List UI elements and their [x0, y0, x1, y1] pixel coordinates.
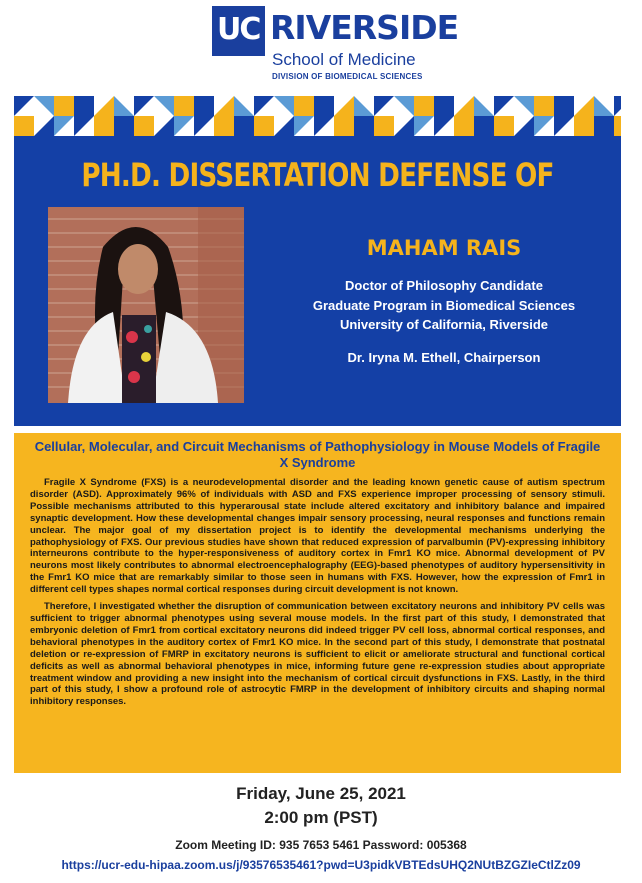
ucr-logo [212, 6, 459, 92]
candidate-degree: Doctor of Philosophy Candidate [345, 278, 543, 293]
abstract-body [30, 477, 605, 713]
candidate-university: University of California, Riverside [339, 317, 549, 332]
headline: PH.D. DISSERTATION DEFENSE OF [81, 156, 554, 194]
chairperson: Dr. Iryna M. Ethell, Chairperson [347, 350, 541, 365]
candidate-panel [14, 136, 621, 426]
logo-division: DIVISION OF BIOMEDICAL SCIENCES [272, 72, 423, 81]
abstract-paragraph-2: Therefore, I investigated whether the disruption of communication between excitatory neurons and inhibitory PV cells was sufficient to trigger abnormal phenotypes using several mouse models. In the first part of this study, I demonstrated that embryonic deletion of Fmr1 from cortical excitatory neurons did indeed trigger PV cell loss, abnormal cortical responses, and behavioral phenotypes in the auditory cortex of Fmr1 KO mice. In the second part of this study, I demonstrate that postnatal deletion or re-expression of FMRP in excitatory neurons is sufficient to elicit or ameliorate structural and functional cortical deficits as well as abnormal behavioral phenotypes in mice, informing future gene re-expression studies about appropriate treatment window and providing a new insight into the mechanism of cortical circuit dysfunctions in FXS. Lastly, in the third part of this study, I show a profound role of astrocytic FMRP in the development of inhibitory circuits and shaping normal inhibitory responses. [30, 601, 605, 708]
logo-riverside: RIVERSIDE [270, 8, 459, 47]
decorative-pattern-banner [14, 96, 621, 136]
abstract-paragraph-1: Fragile X Syndrome (FXS) is a neurodevelopmental disorder and the leading known genetic cause of autism spectrum disorder (ASD). Approximately 96% of individuals with ASD and FXS experience improper processing of sensory stimuli. Possible mechanisms attributed to this hyperarousal state include altered excitatory and inhibitory balance and impaired synaptic development. How these developmental changes impair sensory processing, neural responses and functions remain unclear. The major goal of my dissertation project is to identify the developmental mechanisms underlying the pathophysiology of FXS. Our previous studies have shown that reduced expression of parvalbumin (PV)-expressing inhibitory interneurons contribute to the hyper-responsiveness of auditory cortex in Fmr1 KO mice. Abnormal development of PV neurons most likely contributes to abnormal electroencephalography (EEG)-based phenotypes of auditory hypersensitivity in the Fmr1 KO mice that are remarkably similar to those seen in humans with FXS. However, how the expression of Fmr1 in different cell types shapes normal cortical responses during circuit development is not known. [30, 477, 605, 596]
zoom-link[interactable]: https://ucr-edu-hipaa.zoom.us/j/93576535461?pwd=U3pidkVBTEdsUHQ2NUtBZGZIeCtlZz09 [61, 858, 581, 872]
zoom-meeting-info: Zoom Meeting ID: 935 7653 5461 Password: 005368 [175, 838, 467, 852]
logo-school: School of Medicine [272, 50, 416, 69]
candidate-details [264, 276, 624, 335]
event-date: Friday, June 25, 2021 [236, 784, 406, 803]
abstract-title: Cellular, Molecular, and Circuit Mechanisms of Pathophysiology in Mouse Models of Fragile X Syndrome [34, 439, 601, 470]
event-datetime [0, 782, 642, 830]
uc-logo-mark [212, 6, 265, 56]
abstract-panel [14, 433, 621, 773]
candidate-program: Graduate Program in Biomedical Sciences [312, 297, 576, 313]
candidate-photo [48, 207, 244, 403]
candidate-name: MAHAM RAIS [366, 236, 522, 260]
uc-letters: UC [217, 12, 260, 47]
event-time: 2:00 pm (PST) [264, 808, 378, 827]
